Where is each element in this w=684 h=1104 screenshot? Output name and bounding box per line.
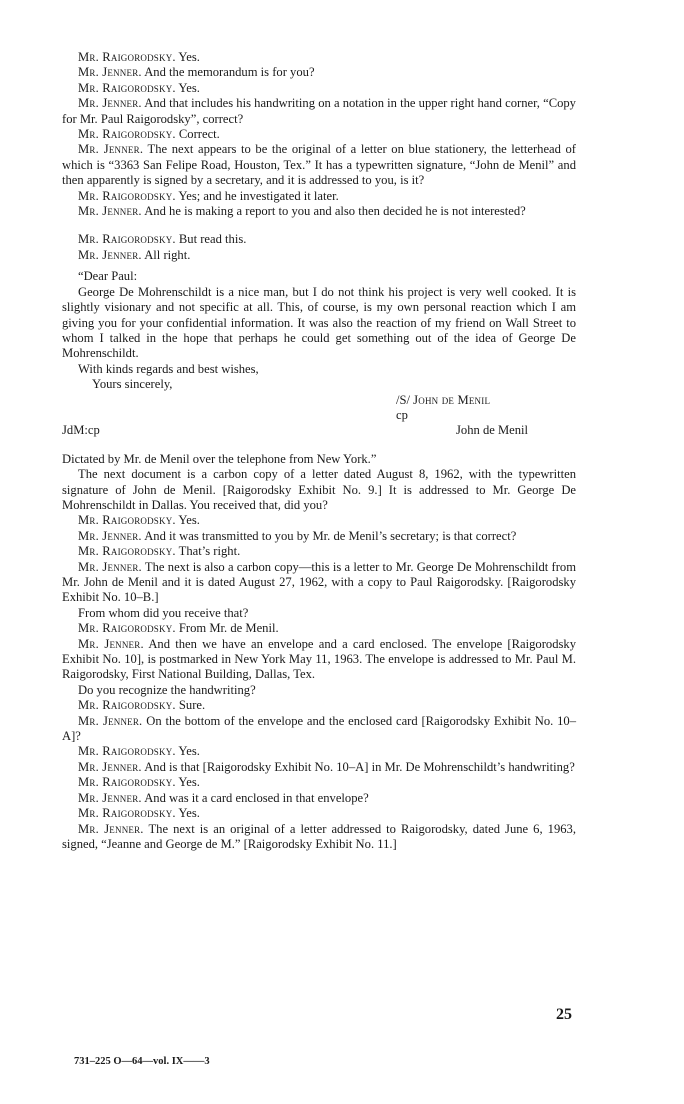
speaker-name: Mr. Raigorodsky.	[78, 775, 176, 790]
testimony-line	[62, 127, 576, 142]
testimony-line	[62, 81, 576, 96]
testimony-line	[62, 96, 576, 127]
speech-text: Correct.	[175, 127, 220, 142]
speech-text: And that includes his handwriting on a notation in the upper right hand corner, “Copy for Mr. Paul Raigorodsky”, correct?	[62, 96, 576, 126]
speaker-name: Mr. Jenner.	[78, 713, 143, 728]
speech-text: And then we have an envelope and a card enclosed. The envelope [Raigorodsky Exhibit No. 10], is postmarked in New York May 11, 1963. The envelope is addressed to Mr. Paul M. Raigorodsky, First National Building, Dallas, Tex.	[62, 636, 576, 682]
speaker-name: Mr. Jenner.	[78, 528, 142, 543]
speaker-name: Mr. Jenner.	[78, 65, 142, 80]
speaker-name: Mr. Raigorodsky.	[78, 127, 176, 142]
letter-salutation: “Dear Paul:	[78, 269, 138, 284]
speech-text: And the memorandum is for you?	[141, 65, 315, 80]
testimony-line	[62, 744, 576, 759]
testimony-line	[62, 513, 576, 528]
page-number: 25	[556, 1006, 572, 1023]
speech-text: Yes.	[175, 80, 200, 95]
speaker-name: Mr. Raigorodsky.	[78, 621, 176, 636]
testimony-line	[62, 806, 576, 821]
speaker-name: Mr. Raigorodsky.	[78, 188, 176, 203]
letter-signature: /S/ John de Menil	[396, 392, 491, 407]
speaker-name: Mr. Raigorodsky.	[78, 50, 176, 64]
letter-valediction: Yours sincerely,	[92, 377, 173, 392]
testimony-line	[62, 621, 576, 636]
speaker-name: Mr. Jenner.	[78, 96, 142, 111]
speech-text: The next is also a carbon copy—this is a letter to Mr. George De Mohrenschildt from Mr. John de Menil and it is dated August 27, 1962, with a copy to Paul Raigorodsky. [Raigorodsky Exhibit No. 10–B.]	[62, 559, 577, 605]
speech-text: Yes.	[175, 806, 200, 821]
testimony-line	[62, 50, 576, 65]
speech-text: That’s right.	[175, 544, 241, 559]
speech-text: But read this.	[175, 232, 247, 247]
letter-typed-name: John de Menil	[456, 423, 529, 438]
testimony-line	[62, 791, 576, 806]
speech-text: Yes; and he investigated it later.	[175, 188, 339, 203]
transcript-page	[62, 50, 576, 852]
testimony-line	[62, 232, 576, 247]
testimony-line	[62, 775, 576, 790]
speaker-name: Mr. Raigorodsky.	[78, 513, 176, 528]
speech-text: The next is an original of a letter addressed to Raigorodsky, dated June 6, 1963, signed, “Jeanne and George de M.” [Raigorodsky Exhibit No. 11.]	[62, 821, 576, 851]
speech-text: Do you recognize the handwriting?	[78, 682, 256, 697]
testimony-line	[62, 683, 576, 698]
testimony-line	[62, 560, 576, 606]
speech-text: The next appears to be the original of a letter on blue stationery, the letterhead of which is “3363 San Felipe Road, Houston, Tex.” It has a typewritten signature, “John de Menil” and then apparently is signed by a secretary, and it is addressed to you, is it?	[62, 142, 577, 188]
testimony-line	[62, 467, 576, 513]
letter-ref: JdM:cp	[62, 423, 100, 438]
speech-text: Yes.	[175, 744, 200, 759]
testimony-line	[62, 760, 576, 775]
speech-text: And was it a card enclosed in that envelope?	[141, 790, 369, 805]
speaker-name: Mr. Raigorodsky.	[78, 544, 176, 559]
testimony-line	[62, 637, 576, 683]
testimony-line	[62, 698, 576, 713]
speaker-name: Mr. Raigorodsky.	[78, 232, 176, 247]
speaker-name: Mr. Jenner.	[78, 790, 142, 805]
speech-text: The next document is a carbon copy of a letter dated August 8, 1962, with the typewritten signature of John de Menil. [Raigorodsky Exhibit No. 9.] It is addressed to Mr. George De Mohrenschildt in Dallas. You received that, did you?	[62, 467, 576, 512]
speaker-name: Mr. Jenner.	[78, 559, 142, 574]
speaker-name: Mr. Jenner.	[78, 142, 144, 157]
testimony-line	[62, 529, 576, 544]
testimony-line	[62, 189, 576, 204]
speaker-name: Mr. Jenner.	[78, 636, 144, 651]
testimony-line	[62, 822, 576, 853]
speaker-name: Mr. Jenner.	[78, 247, 142, 262]
letter-closing: With kinds regards and best wishes,	[78, 361, 259, 376]
testimony-line	[62, 714, 576, 745]
testimony-block-1	[62, 50, 576, 219]
speaker-name: Mr. Jenner.	[78, 204, 142, 219]
speech-text: From Mr. de Menil.	[175, 621, 279, 636]
speech-text: And he is making a report to you and also then decided he is not interested?	[141, 204, 526, 219]
speech-text: On the bottom of the envelope and the enclosed card [Raigorodsky Exhibit No. 10–A]?	[62, 713, 576, 744]
testimony-line	[62, 606, 576, 621]
letter-body: George De Mohrenschildt is a nice man, but I do not think his project is very well cooked. It is slightly visionary and not specific at all. This, of course, is my own personal reaction which I am giving you for your confidential information. It was also the reaction of my friend on Wall Street to whom I talked in the hope that perhaps he could get something out of the idea of George De Mohrenschildt.	[62, 284, 576, 361]
testimony-block-2	[62, 232, 576, 263]
quoted-letter	[62, 269, 576, 467]
speaker-name: Mr. Jenner.	[78, 759, 142, 774]
testimony-line	[62, 248, 576, 263]
speaker-name: Mr. Raigorodsky.	[78, 698, 176, 713]
letter-dictated-note: Dictated by Mr. de Menil over the telephone from New York.”	[62, 451, 377, 466]
speaker-name: Mr. Raigorodsky.	[78, 806, 176, 821]
testimony-block-3	[62, 467, 576, 852]
speaker-name: Mr. Raigorodsky.	[78, 80, 176, 95]
testimony-line	[62, 65, 576, 80]
speech-text: And it was transmitted to you by Mr. de Menil’s secretary; is that correct?	[141, 528, 517, 543]
speech-text: Yes.	[175, 775, 200, 790]
speaker-name: Mr. Jenner.	[78, 821, 144, 836]
testimony-line	[62, 544, 576, 559]
speech-text: All right.	[141, 247, 191, 262]
testimony-line	[62, 204, 576, 219]
speech-text: Yes.	[175, 513, 200, 528]
letter-cp: cp	[396, 407, 408, 422]
speech-text: From whom did you receive that?	[78, 605, 249, 620]
speaker-name: Mr. Raigorodsky.	[78, 744, 176, 759]
testimony-line	[62, 142, 576, 188]
speech-text: Sure.	[175, 698, 206, 713]
speech-text: And is that [Raigorodsky Exhibit No. 10–A] in Mr. De Mohrenschildt’s handwriting?	[141, 759, 575, 774]
print-code: 731–225 O—64—vol. IX——3	[74, 1056, 210, 1067]
speech-text: Yes.	[175, 50, 200, 64]
